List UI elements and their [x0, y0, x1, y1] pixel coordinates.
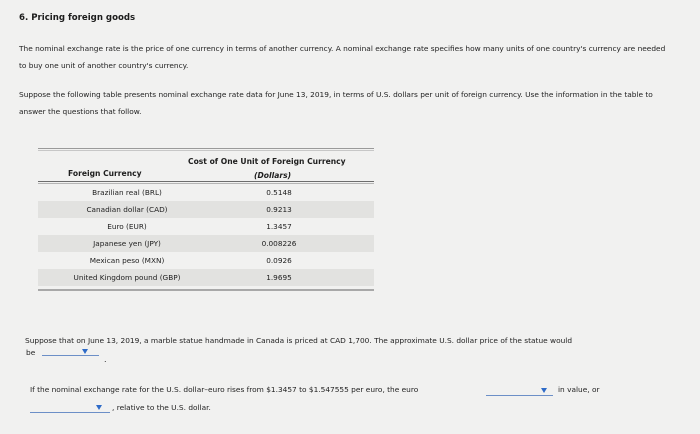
table-row: [38, 252, 374, 269]
currency-cell: Japanese yen (JPY): [93, 239, 161, 248]
currency-cell: Euro (EUR): [107, 222, 147, 231]
column-header-currency: Foreign Currency: [68, 169, 142, 178]
table-bottom-rule: [38, 289, 374, 291]
question-euro-relative: , relative to the U.S. dollar.: [112, 403, 211, 412]
instructions-paragraph: Suppose the following table presents nominal exchange rate data for June 13, 2019, in terms of U.S. dollars per unit of foreign currency. Use the information in the table to answer the questions that follow.: [19, 90, 653, 116]
chevron-down-icon[interactable]: [82, 349, 88, 354]
value-cell: 0.0926: [266, 256, 292, 265]
table-row: [38, 184, 374, 201]
table-row: [38, 269, 374, 286]
value-cell: 1.3457: [266, 222, 292, 231]
header-rule: [38, 181, 374, 182]
question-euro-in-value: in value, or: [558, 385, 600, 394]
value-cell: 0.008226: [261, 239, 297, 248]
column-header-cost: Cost of One Unit of Foreign Currency: [188, 157, 346, 166]
statue-price-dropdown[interactable]: [42, 355, 99, 356]
question-euro-text: If the nominal exchange rate for the U.S. dollar–euro rises from $1.3457 to $1.547555 per euro, the euro: [30, 385, 419, 394]
table-top-rule: [38, 148, 374, 149]
value-cell: 0.5148: [266, 188, 292, 197]
euro-change-dropdown[interactable]: [486, 395, 553, 396]
table-row: [38, 218, 374, 235]
currency-cell: Mexican peso (MXN): [89, 256, 165, 265]
currency-cell: Canadian dollar (CAD): [86, 205, 168, 214]
euro-appreciation-dropdown[interactable]: [30, 412, 110, 413]
chevron-down-icon[interactable]: [541, 388, 547, 393]
exchange-rate-table: [38, 148, 374, 291]
table-top-rule-secondary: [38, 150, 374, 151]
section-title: 6. Pricing foreign goods: [19, 13, 136, 23]
column-header-unit: (Dollars): [254, 171, 292, 180]
question-statue-be: be: [26, 348, 36, 357]
value-cell: 1.9695: [266, 273, 292, 282]
chevron-down-icon[interactable]: [96, 405, 102, 410]
question-statue-period: .: [104, 355, 107, 364]
currency-cell: United Kingdom pound (GBP): [73, 273, 181, 282]
currency-cell: Brazilian real (BRL): [92, 188, 162, 197]
intro-paragraph: The nominal exchange rate is the price of one currency in terms of another currency. A nominal exchange rate specifies how many units of one country's currency are needed to buy one unit of another country's currency.: [19, 44, 666, 70]
question-statue-text: Suppose that on June 13, 2019, a marble statue handmade in Canada is priced at CAD 1,700. The approximate U.S. dollar price of the statue would: [25, 336, 573, 345]
table-row: [38, 235, 374, 252]
value-cell: 0.9213: [266, 205, 292, 214]
table-row: [38, 201, 374, 218]
